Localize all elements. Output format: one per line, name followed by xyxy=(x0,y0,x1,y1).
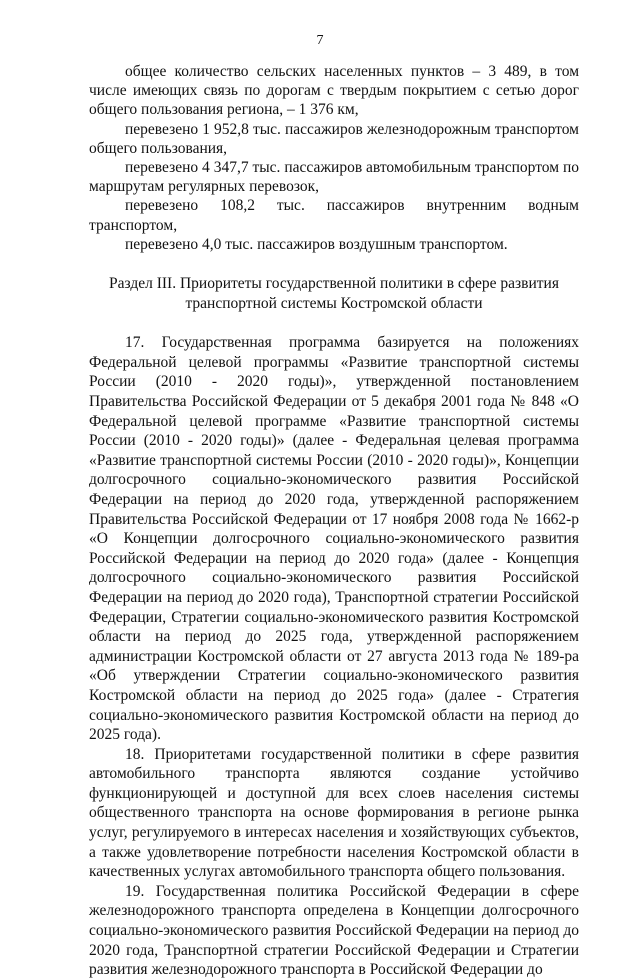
intro-item-road-passengers: перевезено 4 347,7 тыс. пассажиров автомобильным транспортом по маршрутам регулярных перевозок, xyxy=(89,159,579,196)
section-heading xyxy=(89,274,579,313)
paragraph-17: 17. Государственная программа базируется на положениях Федеральной целевой программы «Развитие транспортной системы России (2010 - 2020 годы)», утвержденной постановлением Правительства Российской Федерации от 5 декабря 2001 года № 848 «О Федеральной целевой программе «Развитие транспортной системы России (2010 - 2020 годы)» (далее - Федеральная целевая программа «Развитие транспортной системы России (2010 - 2020 годы)», Концепции долгосрочного социально-экономического развития Российской Федерации на период до 2020 года, утвержденной распоряжением Правительства Российской Федерации от 17 ноября 2008 года № 1662-р «О Концепции долгосрочного социально-экономического развития Российской Федерации на период до 2020 года» (далее - Концепция долгосрочного социально-экономического развития Российской Федерации на период до 2020 года), Транспортной стратегии Российской Федерации, Стратегии социально-экономического развития Костромской области на период до 2025 года, утвержденной распоряжением администрации Костромской области от 27 августа 2013 года № 189-ра «Об утверждении Стратегии социально-экономического развития Костромской области на период до 2025 года» (далее - Стратегия социально-экономического развития Костромской области на период до 2025 года). xyxy=(89,334,579,744)
page-content xyxy=(89,62,579,980)
intro-item-rural-settlements: общее количество сельских населенных пунктов – 3 489, в том числе имеющих связь по дорогам с твердым покрытием с сетью дорог общего пользования региона, – 1 376 км, xyxy=(89,63,579,119)
section-heading-line-1: Раздел III. Приоритеты государственной политики в сфере развития xyxy=(109,275,559,293)
intro-item-water-passengers: перевезено 108,2 тыс. пассажиров внутренним водным транспортом, xyxy=(89,197,579,234)
paragraph-18: 18. Приоритетами государственной политики в сфере развития автомобильного транспорта являются создание устойчиво функционирующей и доступной для всех слоев населения системы общественного транспорта на основе формирования в регионе рынка услуг, регулируемого в интересах населения и хозяйствующих субъектов, а также удовлетворение потребности населения Костромской области в качественных услугах автомобильного транспорта общего пользования. xyxy=(89,745,579,881)
page-number: 7 xyxy=(316,33,324,48)
intro-item-air-passengers: перевезено 4,0 тыс. пассажиров воздушным транспортом. xyxy=(125,235,508,253)
intro-item-rail-passengers: перевезено 1 952,8 тыс. пассажиров железнодорожным транспортом общего пользования, xyxy=(89,120,579,157)
paragraph-19: 19. Государственная политика Российской Федерации в сфере железнодорожного транспорта определена в Концепции долгосрочного социально-экономического развития Российской Федерации на период до 2020 года, Транспортной стратегии Российской Федерации и Стратегии развития железнодорожного транспорта в Российской Федерации до xyxy=(89,882,579,979)
section-heading-line-2: транспортной системы Костромской области xyxy=(185,294,483,312)
